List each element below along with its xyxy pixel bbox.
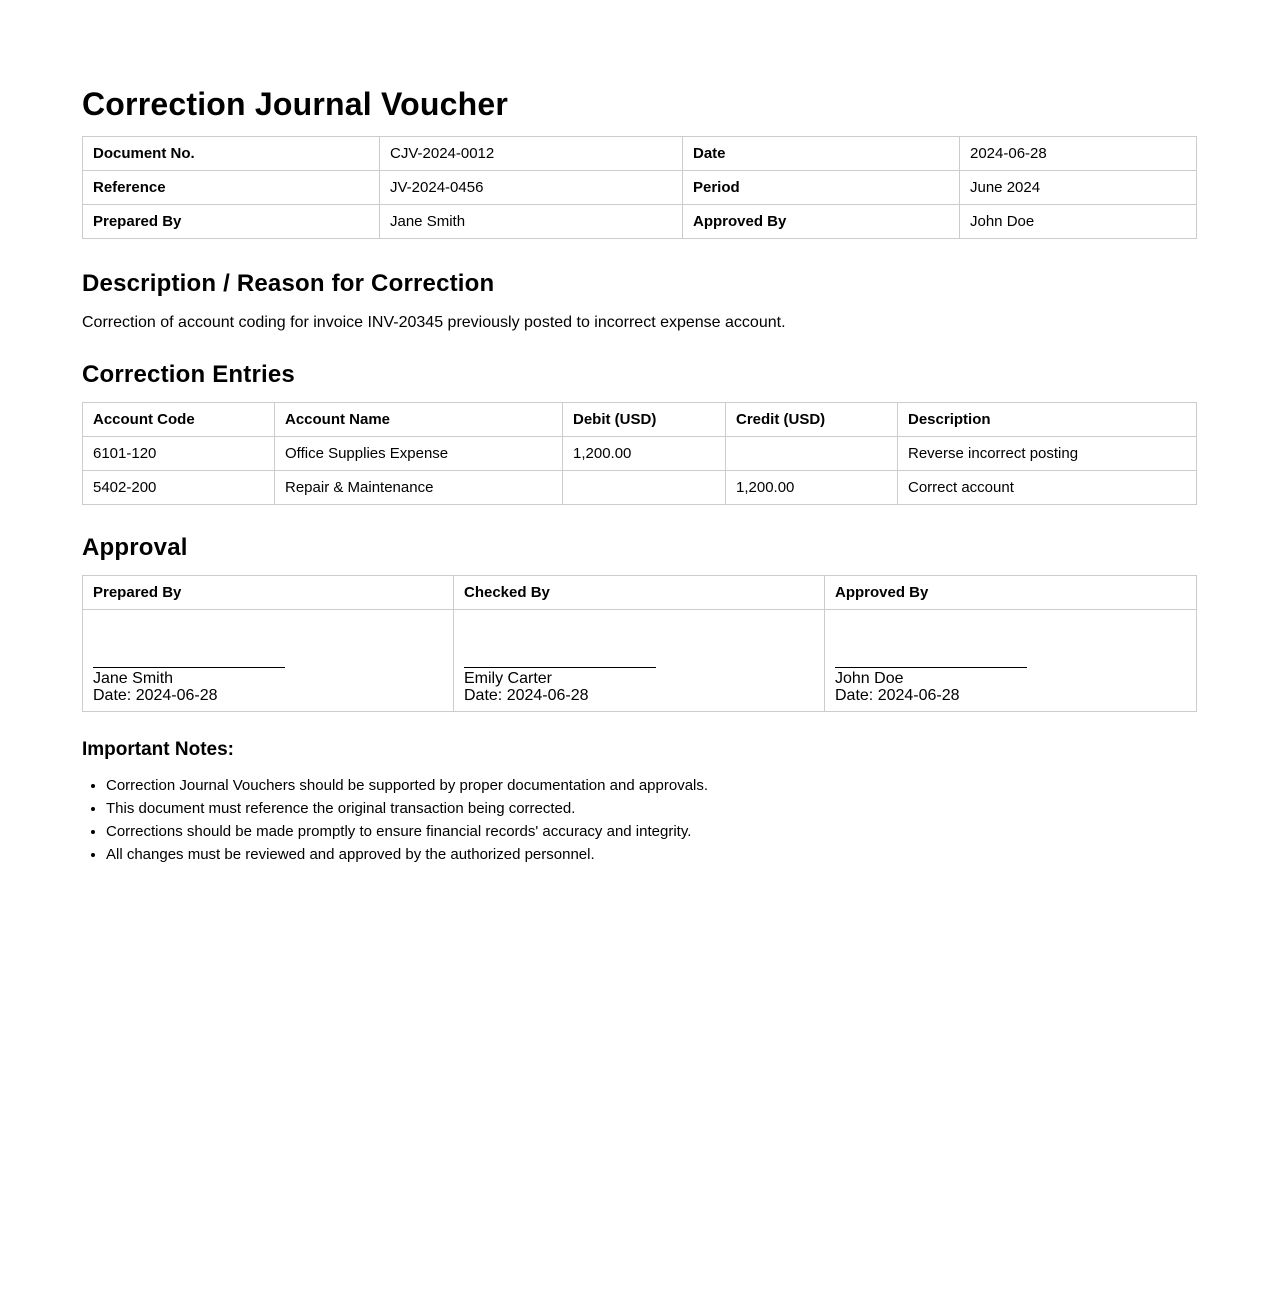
list-item: • Corrections should be made promptly to ensure financial records' accuracy and integrity. bbox=[106, 820, 1196, 843]
account-code-cell: 5402-200 bbox=[83, 471, 275, 505]
entries-heading: Correction Entries bbox=[82, 361, 295, 388]
period-label: Period bbox=[683, 171, 960, 205]
entry-description-cell: Reverse incorrect posting bbox=[898, 437, 1197, 471]
approval-section bbox=[82, 533, 1196, 712]
entries-section bbox=[82, 360, 1196, 505]
column-header: Account Code bbox=[83, 403, 275, 437]
description-section bbox=[82, 269, 1196, 333]
account-code-cell: 6101-120 bbox=[83, 437, 275, 471]
notes-heading: Important Notes: bbox=[82, 739, 234, 760]
header-info-table bbox=[82, 136, 1197, 239]
table-row bbox=[83, 205, 1197, 239]
table-header-row bbox=[83, 403, 1197, 437]
signature-line bbox=[93, 667, 285, 668]
reference-label: Reference bbox=[83, 171, 380, 205]
signature-cell-approved bbox=[825, 610, 1197, 712]
doc-no-label: Document No. bbox=[83, 137, 380, 171]
signature-line bbox=[464, 667, 656, 668]
column-header: Account Name bbox=[275, 403, 563, 437]
signature-cell-prepared bbox=[83, 610, 454, 712]
prepared-by-label: Prepared By bbox=[83, 205, 380, 239]
description-heading: Description / Reason for Correction bbox=[82, 270, 495, 297]
approved-by-value: John Doe bbox=[960, 205, 1197, 239]
table-row bbox=[83, 171, 1197, 205]
doc-no-value: CJV-2024-0012 bbox=[380, 137, 683, 171]
signature-line bbox=[835, 667, 1027, 668]
column-header: Checked By bbox=[454, 576, 825, 610]
prepared-by-value: Jane Smith bbox=[380, 205, 683, 239]
column-header: Prepared By bbox=[83, 576, 454, 610]
page-title: Correction Journal Voucher bbox=[82, 86, 509, 122]
notes-list bbox=[82, 774, 1196, 866]
column-header: Approved By bbox=[825, 576, 1197, 610]
approval-heading: Approval bbox=[82, 534, 188, 561]
entries-table bbox=[82, 402, 1197, 505]
debit-cell: 1,200.00 bbox=[563, 437, 726, 471]
approval-table bbox=[82, 575, 1197, 712]
table-row bbox=[83, 471, 1197, 505]
table-header-row bbox=[83, 576, 1197, 610]
period-value: June 2024 bbox=[960, 171, 1197, 205]
signature-cell-checked bbox=[454, 610, 825, 712]
table-row bbox=[83, 137, 1197, 171]
signature-name: John Doe bbox=[835, 670, 904, 687]
reference-value: JV-2024-0456 bbox=[380, 171, 683, 205]
column-header: Credit (USD) bbox=[726, 403, 898, 437]
credit-cell: 1,200.00 bbox=[726, 471, 898, 505]
list-item: • This document must reference the original transaction being corrected. bbox=[106, 797, 1196, 820]
account-name-cell: Office Supplies Expense bbox=[275, 437, 563, 471]
notes-section bbox=[82, 738, 1196, 866]
signature-date: Date: 2024-06-28 bbox=[464, 687, 589, 704]
table-row bbox=[83, 437, 1197, 471]
signature-date: Date: 2024-06-28 bbox=[835, 687, 960, 704]
signature-name: Jane Smith bbox=[93, 670, 174, 687]
list-item: • Correction Journal Vouchers should be supported by proper documentation and approvals. bbox=[106, 774, 1196, 797]
description-text: Correction of account coding for invoice INV-20345 previously posted to incorrect expense account. bbox=[82, 314, 786, 331]
signature-name: Emily Carter bbox=[464, 670, 553, 687]
credit-cell bbox=[726, 437, 898, 471]
signature-row bbox=[83, 610, 1197, 712]
approved-by-label: Approved By bbox=[683, 205, 960, 239]
debit-cell bbox=[563, 471, 726, 505]
signature-date: Date: 2024-06-28 bbox=[93, 687, 218, 704]
column-header: Description bbox=[898, 403, 1197, 437]
list-item: • All changes must be reviewed and approved by the authorized personnel. bbox=[106, 843, 1196, 866]
account-name-cell: Repair & Maintenance bbox=[275, 471, 563, 505]
entry-description-cell: Correct account bbox=[898, 471, 1197, 505]
column-header: Debit (USD) bbox=[563, 403, 726, 437]
date-label: Date bbox=[683, 137, 960, 171]
date-value: 2024-06-28 bbox=[960, 137, 1197, 171]
